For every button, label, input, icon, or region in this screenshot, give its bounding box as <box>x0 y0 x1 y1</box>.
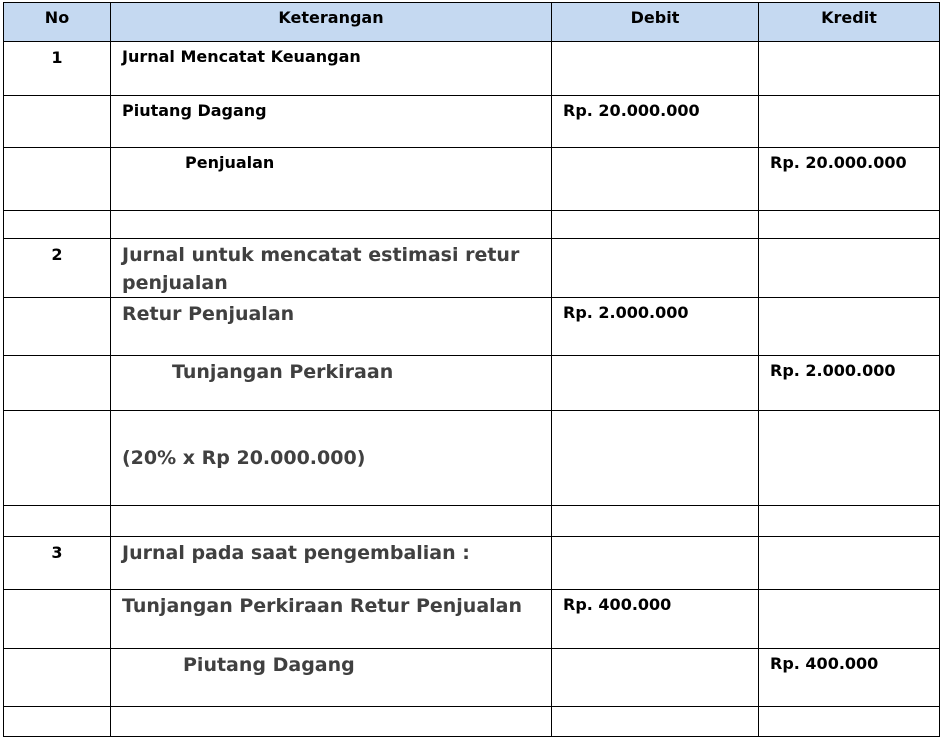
row-no: 1 <box>4 42 111 96</box>
row-desc: Tunjangan Perkiraan <box>111 356 552 411</box>
row-no <box>4 707 111 737</box>
header-no: No <box>4 3 111 42</box>
row-kredit <box>759 298 940 356</box>
row-desc: Piutang Dagang <box>111 96 552 148</box>
row-no <box>4 590 111 649</box>
table-row <box>4 411 940 506</box>
row-debit <box>552 42 759 96</box>
row-no <box>4 148 111 211</box>
table-row <box>4 707 940 737</box>
row-debit <box>552 148 759 211</box>
row-desc: (20% x Rp 20.000.000) <box>111 411 552 506</box>
row-kredit <box>759 42 940 96</box>
row-debit: Rp. 20.000.000 <box>552 96 759 148</box>
table-row <box>4 42 940 96</box>
row-no: 2 <box>4 239 111 298</box>
row-debit <box>552 239 759 298</box>
row-kredit <box>759 239 940 298</box>
row-desc: Jurnal untuk mencatat estimasi retur penjualan <box>111 239 552 298</box>
row-debit: Rp. 400.000 <box>552 590 759 649</box>
table-row <box>4 239 940 298</box>
row-kredit <box>759 537 940 590</box>
row-no <box>4 298 111 356</box>
row-debit <box>552 356 759 411</box>
row-no: 3 <box>4 537 111 590</box>
row-kredit <box>759 211 940 239</box>
row-kredit: Rp. 2.000.000 <box>759 356 940 411</box>
table-row <box>4 537 940 590</box>
row-no <box>4 356 111 411</box>
row-desc: Retur Penjualan <box>111 298 552 356</box>
table-row <box>4 649 940 707</box>
row-no <box>4 211 111 239</box>
row-kredit: Rp. 20.000.000 <box>759 148 940 211</box>
row-desc: Penjualan <box>111 148 552 211</box>
row-kredit <box>759 411 940 506</box>
header-kredit: Kredit <box>759 3 940 42</box>
header-keterangan: Keterangan <box>111 3 552 42</box>
table-row <box>4 506 940 537</box>
table-row <box>4 148 940 211</box>
row-debit <box>552 411 759 506</box>
row-kredit <box>759 590 940 649</box>
table-row <box>4 590 940 649</box>
row-desc: Piutang Dagang <box>111 649 552 707</box>
table-row <box>4 211 940 239</box>
row-desc <box>111 211 552 239</box>
row-debit <box>552 649 759 707</box>
table-row <box>4 96 940 148</box>
row-debit <box>552 506 759 537</box>
row-debit: Rp. 2.000.000 <box>552 298 759 356</box>
row-debit <box>552 707 759 737</box>
row-kredit <box>759 96 940 148</box>
row-kredit <box>759 707 940 737</box>
row-desc: Jurnal pada saat pengembalian : <box>111 537 552 590</box>
row-no <box>4 649 111 707</box>
header-row <box>4 3 940 42</box>
table-row <box>4 356 940 411</box>
header-debit: Debit <box>552 3 759 42</box>
row-desc: Tunjangan Perkiraan Retur Penjualan <box>111 590 552 649</box>
row-desc: Jurnal Mencatat Keuangan <box>111 42 552 96</box>
row-no <box>4 411 111 506</box>
row-desc <box>111 707 552 737</box>
row-debit <box>552 211 759 239</box>
journal-table <box>3 2 940 737</box>
row-kredit <box>759 506 940 537</box>
row-desc <box>111 506 552 537</box>
row-debit <box>552 537 759 590</box>
row-kredit: Rp. 400.000 <box>759 649 940 707</box>
table-row <box>4 298 940 356</box>
row-no <box>4 96 111 148</box>
row-no <box>4 506 111 537</box>
